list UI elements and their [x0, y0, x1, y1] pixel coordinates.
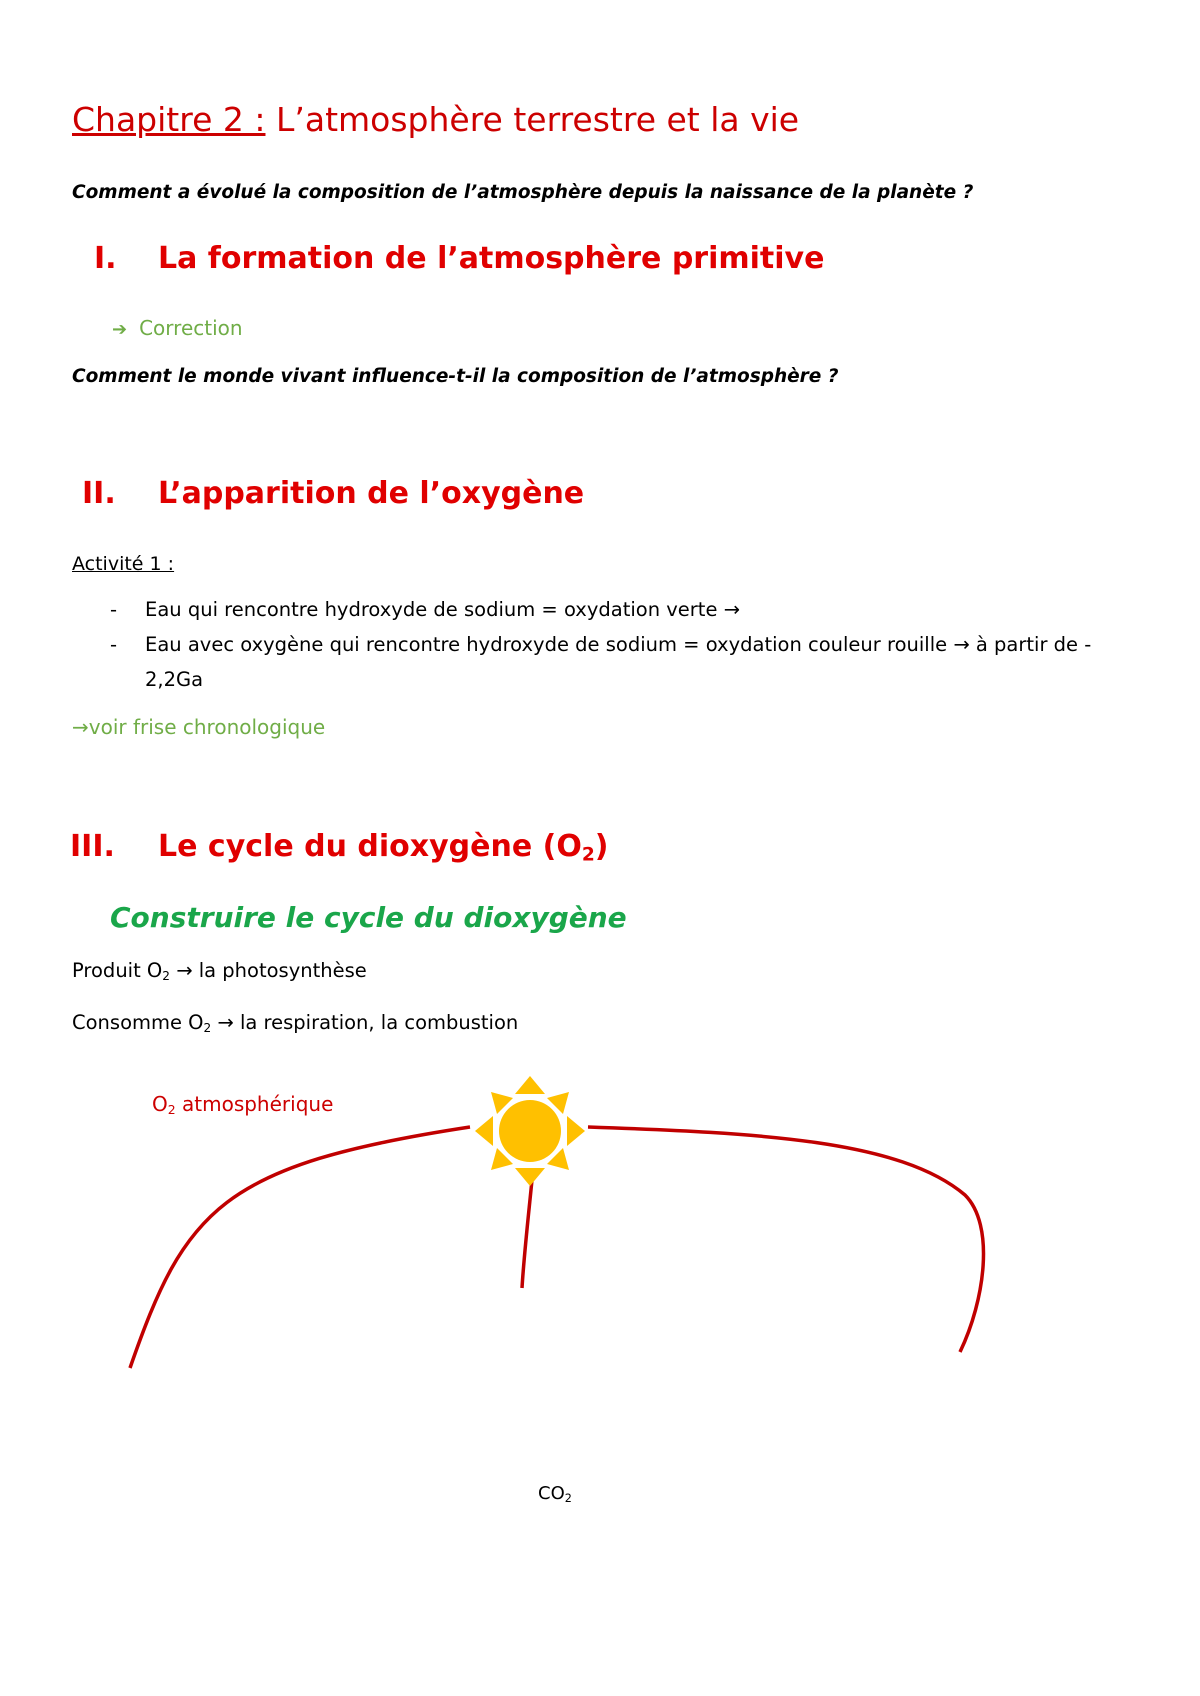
- sun-icon: [475, 1076, 585, 1186]
- question-1: Comment a évolué la composition de l’atmosphère depuis la naissance de la planète ?: [72, 182, 974, 203]
- correction-label: Correction: [139, 316, 243, 340]
- section-1-number: I.: [94, 241, 117, 276]
- section-3-number: III.: [70, 829, 115, 864]
- section-2-number: II.: [82, 476, 116, 511]
- arrow-right-icon: →: [723, 598, 740, 621]
- question-2: Comment le monde vivant influence-t-il la composition de l’atmosphère ?: [72, 366, 839, 387]
- cycle-curve-left: [130, 1127, 470, 1368]
- arrow-right-icon: ➔: [112, 319, 128, 340]
- cycle-line-down: [522, 1180, 532, 1288]
- section-1-title: La formation de l’atmosphère primitive: [158, 241, 825, 276]
- arrow-right-icon: →: [953, 633, 970, 656]
- activity-label: Activité 1 :: [72, 553, 175, 575]
- list-dash: -: [110, 633, 118, 656]
- list-dash: -: [110, 598, 118, 621]
- arrow-right-icon: →: [217, 1011, 234, 1034]
- o2-atmospheric-label: $O_2$ atmosphérique: [152, 1092, 334, 1118]
- list-item-text: Eau qui rencontre hydroxyde de sodium = oxydation verte →: [145, 598, 740, 621]
- chapter-title: L’atmosphère terrestre et la vie: [275, 100, 800, 139]
- list-item-text: Eau avec oxygène qui rencontre hydroxyde de sodium = oxydation couleur rouille → à partir de -: [145, 633, 1092, 656]
- cycle-curve-right: [588, 1127, 984, 1352]
- list-item-continuation: 2,2Ga: [145, 668, 204, 691]
- consomme-line: Consomme $O_2$ → la respiration, la combustion: [72, 1011, 519, 1036]
- section-2-title: L’apparition de l’oxygène: [158, 476, 585, 511]
- section-3-subtitle: Construire le cycle du dioxygène: [110, 901, 627, 934]
- co2-label: $CO_2$: [538, 1483, 572, 1505]
- frise-link-label: voir frise chronologique: [88, 715, 326, 739]
- section-3-title: Le cycle du dioxygène $(O_2)$: [158, 829, 609, 866]
- arrow-right-icon: →: [72, 715, 89, 739]
- produit-line: Produit $O_2$ → la photosynthèse: [72, 959, 367, 984]
- chapter-label: Chapitre 2 :: [72, 100, 266, 139]
- arrow-right-icon: →: [176, 959, 193, 982]
